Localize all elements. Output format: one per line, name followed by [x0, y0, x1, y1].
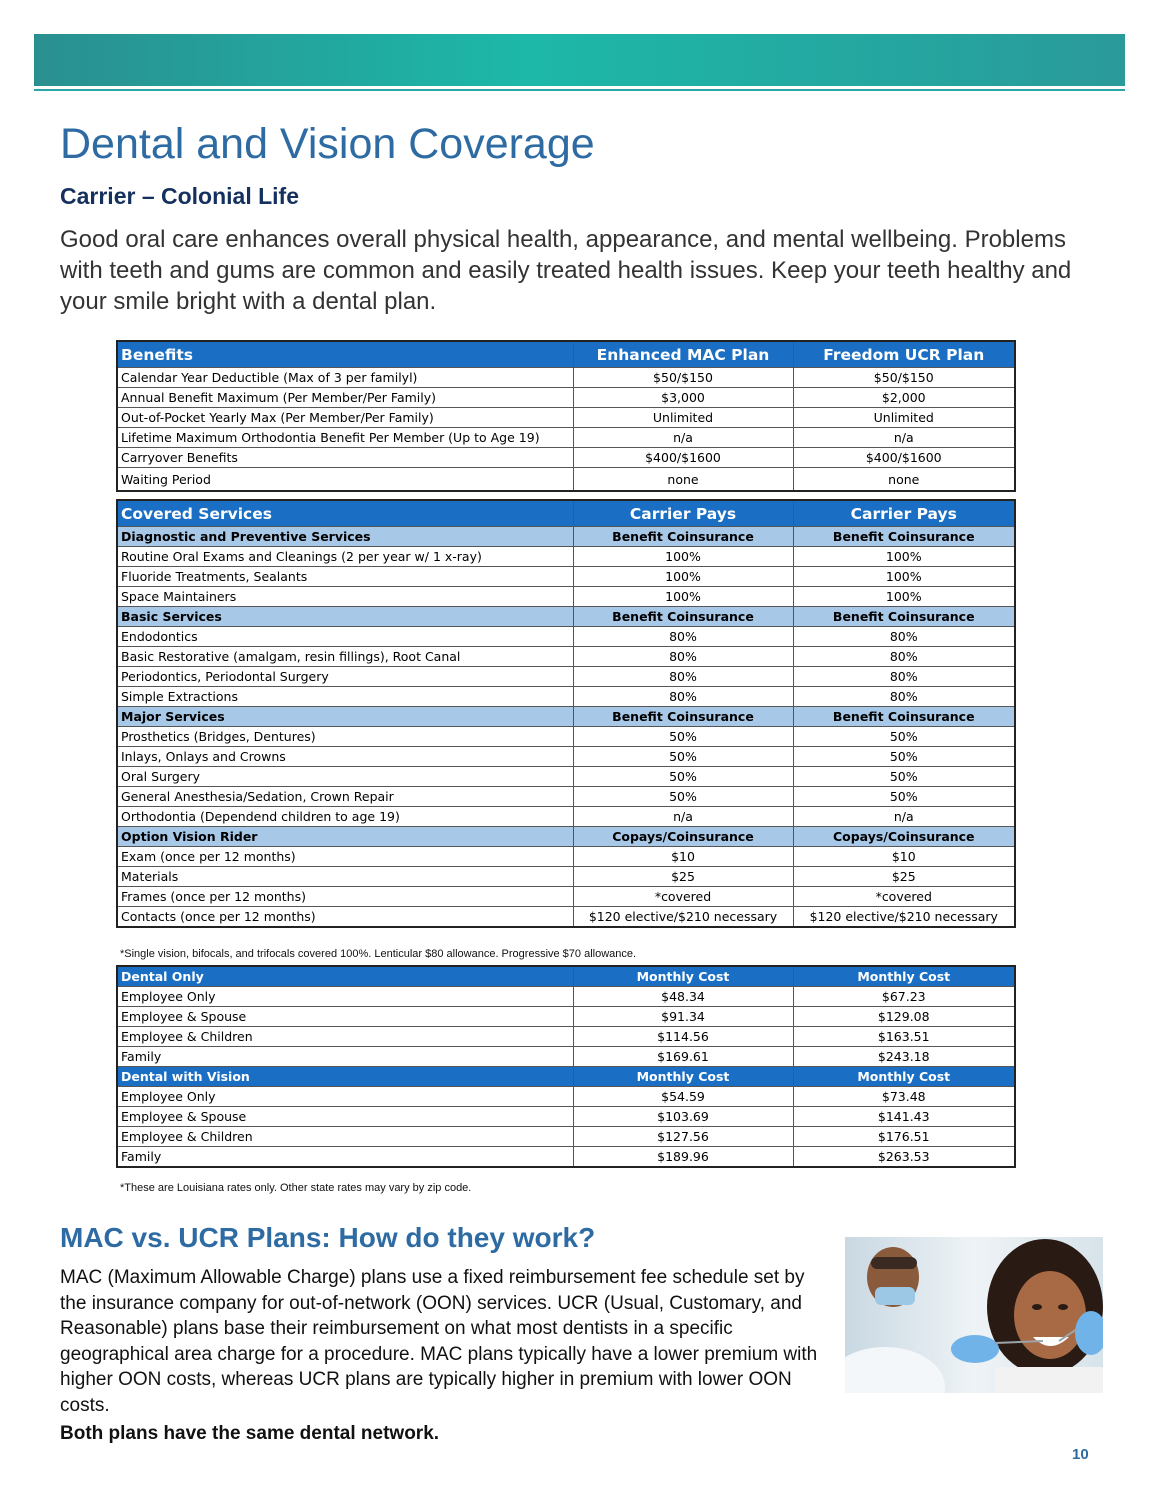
row-label: Periodontics, Periodontal Surgery: [117, 667, 573, 687]
mac-value: $50/$150: [573, 368, 793, 388]
mac-value: 100%: [573, 567, 793, 587]
table-row: [117, 1087, 1015, 1107]
ucr-value: n/a: [793, 807, 1015, 827]
ucr-value: $400/$1600: [793, 448, 1015, 468]
section-row-major: [117, 707, 1015, 727]
table-row: [117, 887, 1015, 907]
section-col-mac: Benefit Coinsurance: [573, 527, 793, 547]
table-row: [117, 408, 1015, 428]
mac-value: 100%: [573, 547, 793, 567]
table-row: [117, 1127, 1015, 1147]
table-row: [117, 1147, 1015, 1168]
mac-value: $120 elective/$210 necessary: [573, 907, 793, 928]
ucr-value: $25: [793, 867, 1015, 887]
table-row: [117, 547, 1015, 567]
mac-value: 80%: [573, 687, 793, 707]
mac-value: 50%: [573, 727, 793, 747]
section-col-ucr: Benefit Coinsurance: [793, 607, 1015, 627]
group-header-dental-only: [117, 966, 1015, 987]
ucr-value: n/a: [793, 428, 1015, 448]
ucr-value: 50%: [793, 787, 1015, 807]
table-row: [117, 448, 1015, 468]
row-label: Inlays, Onlays and Crowns: [117, 747, 573, 767]
section-col-mac: Benefit Coinsurance: [573, 607, 793, 627]
mac-cost: $91.34: [573, 1007, 793, 1027]
ucr-cost: $176.51: [793, 1127, 1015, 1147]
section-row-vision-rider: [117, 827, 1015, 847]
mac-ucr-paragraph: MAC (Maximum Allowable Charge) plans use a fixed reimbursement fee schedule set by the insurance company for out-of-network (OON) services. UCR (Usual, Customary, and Reasonable) plans base their reimbursement on what most dentists in a specific geographical area charge for a procedure. MAC plans typically have a lower premium with higher OON costs, whereas UCR plans are typically higher in premium with lower OON costs.: [60, 1267, 818, 1416]
mac-cost: $114.56: [573, 1027, 793, 1047]
section-row-diagnostic: [117, 527, 1015, 547]
mac-value: $3,000: [573, 388, 793, 408]
table-row: [117, 567, 1015, 587]
mac-ucr-heading: MAC vs. UCR Plans: How do they work?: [60, 1222, 596, 1253]
page-title: Dental and Vision Coverage: [60, 120, 595, 168]
ucr-value: 100%: [793, 547, 1015, 567]
mac-value: 50%: [573, 787, 793, 807]
row-label: Out-of-Pocket Yearly Max (Per Member/Per Family): [117, 408, 573, 428]
table-row: [117, 687, 1015, 707]
mac-value: n/a: [573, 428, 793, 448]
ucr-value: $2,000: [793, 388, 1015, 408]
ucr-value: *covered: [793, 887, 1015, 907]
tier-label: Employee & Children: [117, 1127, 573, 1147]
row-label: Materials: [117, 867, 573, 887]
table-row: [117, 627, 1015, 647]
table-row: [117, 787, 1015, 807]
section-label: Diagnostic and Preventive Services: [117, 527, 573, 547]
benefits-header-label: Benefits: [117, 341, 573, 368]
group-label: Dental with Vision: [117, 1067, 573, 1087]
vision-footnote: *Single vision, bifocals, and trifocals covered 100%. Lenticular $80 allowance. Progressive $70 allowance.: [120, 948, 637, 960]
mac-value: 50%: [573, 747, 793, 767]
section-col-ucr: Benefit Coinsurance: [793, 527, 1015, 547]
group-col-ucr: Monthly Cost: [793, 1067, 1015, 1087]
group-col-ucr: Monthly Cost: [793, 966, 1015, 987]
ucr-value: 100%: [793, 567, 1015, 587]
mac-cost: $127.56: [573, 1127, 793, 1147]
mac-cost: $169.61: [573, 1047, 793, 1067]
row-label: Basic Restorative (amalgam, resin fillings), Root Canal: [117, 647, 573, 667]
section-col-ucr: Copays/Coinsurance: [793, 827, 1015, 847]
mac-carrier-pays-header: Carrier Pays: [573, 500, 793, 527]
ucr-value: $120 elective/$210 necessary: [793, 907, 1015, 928]
row-label: Annual Benefit Maximum (Per Member/Per Family): [117, 388, 573, 408]
table-row: [117, 727, 1015, 747]
covered-services-table: [116, 499, 1016, 928]
ucr-cost: $263.53: [793, 1147, 1015, 1168]
mac-value: 100%: [573, 587, 793, 607]
mac-value: 80%: [573, 667, 793, 687]
row-label: Contacts (once per 12 months): [117, 907, 573, 928]
table-row: [117, 807, 1015, 827]
section-label: Option Vision Rider: [117, 827, 573, 847]
tier-label: Employee & Spouse: [117, 1107, 573, 1127]
mac-value: 80%: [573, 627, 793, 647]
tier-label: Family: [117, 1147, 573, 1168]
mac-value: n/a: [573, 807, 793, 827]
ucr-value: 50%: [793, 747, 1015, 767]
ucr-value: $50/$150: [793, 368, 1015, 388]
ucr-value: 50%: [793, 767, 1015, 787]
benefits-table: [116, 340, 1016, 492]
row-label: Prosthetics (Bridges, Dentures): [117, 727, 573, 747]
ucr-value: none: [793, 468, 1015, 492]
row-label: Lifetime Maximum Orthodontia Benefit Per Member (Up to Age 19): [117, 428, 573, 448]
ucr-value: 80%: [793, 687, 1015, 707]
tier-label: Employee & Children: [117, 1027, 573, 1047]
table-row: [117, 907, 1015, 928]
mac-value: none: [573, 468, 793, 492]
network-note: Both plans have the same dental network.: [60, 1423, 440, 1444]
rates-footnote: *These are Louisiana rates only. Other state rates may vary by zip code.: [120, 1182, 472, 1194]
row-label: Frames (once per 12 months): [117, 887, 573, 907]
group-col-mac: Monthly Cost: [573, 966, 793, 987]
ucr-plan-header: Freedom UCR Plan: [793, 341, 1015, 368]
row-label: Fluoride Treatments, Sealants: [117, 567, 573, 587]
section-col-ucr: Benefit Coinsurance: [793, 707, 1015, 727]
section-label: Basic Services: [117, 607, 573, 627]
ucr-carrier-pays-header: Carrier Pays: [793, 500, 1015, 527]
page-number: 10: [1072, 1446, 1089, 1463]
table-row: [117, 647, 1015, 667]
photo-illustration: [845, 1237, 1103, 1393]
services-header-row: [117, 500, 1015, 527]
row-label: Calendar Year Deductible (Max of 3 per familyl): [117, 368, 573, 388]
mac-plan-header: Enhanced MAC Plan: [573, 341, 793, 368]
row-label: Endodontics: [117, 627, 573, 647]
mac-value: 80%: [573, 647, 793, 667]
table-row: [117, 1047, 1015, 1067]
intro-paragraph: Good oral care enhances overall physical health, appearance, and mental wellbeing. Problems with teeth and gums are common and easily treated health issues. Keep your teeth healthy and your smile bright with a dental plan.: [60, 226, 1072, 315]
ucr-cost: $129.08: [793, 1007, 1015, 1027]
row-label: Orthodontia (Dependend children to age 19): [117, 807, 573, 827]
ucr-value: 80%: [793, 667, 1015, 687]
row-label: Routine Oral Exams and Cleanings (2 per year w/ 1 x-ray): [117, 547, 573, 567]
carrier-subtitle: Carrier – Colonial Life: [60, 183, 300, 209]
tier-label: Employee Only: [117, 1087, 573, 1107]
tier-label: Employee & Spouse: [117, 1007, 573, 1027]
section-col-mac: Benefit Coinsurance: [573, 707, 793, 727]
ucr-value: 80%: [793, 647, 1015, 667]
mac-value: $400/$1600: [573, 448, 793, 468]
table-row: [117, 1107, 1015, 1127]
row-label: Carryover Benefits: [117, 448, 573, 468]
table-row: [117, 667, 1015, 687]
group-label: Dental Only: [117, 966, 573, 987]
section-row-basic: [117, 607, 1015, 627]
row-label: Exam (once per 12 months): [117, 847, 573, 867]
ucr-value: 80%: [793, 627, 1015, 647]
row-label: General Anesthesia/Sedation, Crown Repair: [117, 787, 573, 807]
group-header-dental-with-vision: [117, 1067, 1015, 1087]
table-row: [117, 747, 1015, 767]
table-row: [117, 587, 1015, 607]
ucr-cost: $73.48: [793, 1087, 1015, 1107]
ucr-cost: $243.18: [793, 1047, 1015, 1067]
mac-cost: $54.59: [573, 1087, 793, 1107]
row-label: Simple Extractions: [117, 687, 573, 707]
tier-label: Family: [117, 1047, 573, 1067]
mac-cost: $48.34: [573, 987, 793, 1007]
table-row: [117, 468, 1015, 492]
benefits-header-row: [117, 341, 1015, 368]
ucr-cost: $141.43: [793, 1107, 1015, 1127]
ucr-cost: $163.51: [793, 1027, 1015, 1047]
mac-cost: $189.96: [573, 1147, 793, 1168]
header-banner: [34, 34, 1125, 86]
row-label: Space Maintainers: [117, 587, 573, 607]
ucr-value: $10: [793, 847, 1015, 867]
ucr-cost: $67.23: [793, 987, 1015, 1007]
header-divider: [34, 89, 1125, 91]
row-label: Oral Surgery: [117, 767, 573, 787]
section-col-mac: Copays/Coinsurance: [573, 827, 793, 847]
section-label: Major Services: [117, 707, 573, 727]
table-row: [117, 1007, 1015, 1027]
ucr-value: 100%: [793, 587, 1015, 607]
dentist-patient-photo: [845, 1237, 1103, 1393]
row-label: Waiting Period: [117, 468, 573, 492]
ucr-value: Unlimited: [793, 408, 1015, 428]
ucr-value: 50%: [793, 727, 1015, 747]
table-row: [117, 847, 1015, 867]
table-row: [117, 1027, 1015, 1047]
mac-value: *covered: [573, 887, 793, 907]
group-col-mac: Monthly Cost: [573, 1067, 793, 1087]
table-row: [117, 368, 1015, 388]
mac-value: Unlimited: [573, 408, 793, 428]
services-header-label: Covered Services: [117, 500, 573, 527]
table-row: [117, 428, 1015, 448]
mac-cost: $103.69: [573, 1107, 793, 1127]
table-row: [117, 767, 1015, 787]
mac-value: $10: [573, 847, 793, 867]
mac-value: 50%: [573, 767, 793, 787]
mac-value: $25: [573, 867, 793, 887]
table-row: [117, 987, 1015, 1007]
tier-label: Employee Only: [117, 987, 573, 1007]
table-row: [117, 388, 1015, 408]
monthly-cost-table: [116, 965, 1016, 1168]
table-row: [117, 867, 1015, 887]
